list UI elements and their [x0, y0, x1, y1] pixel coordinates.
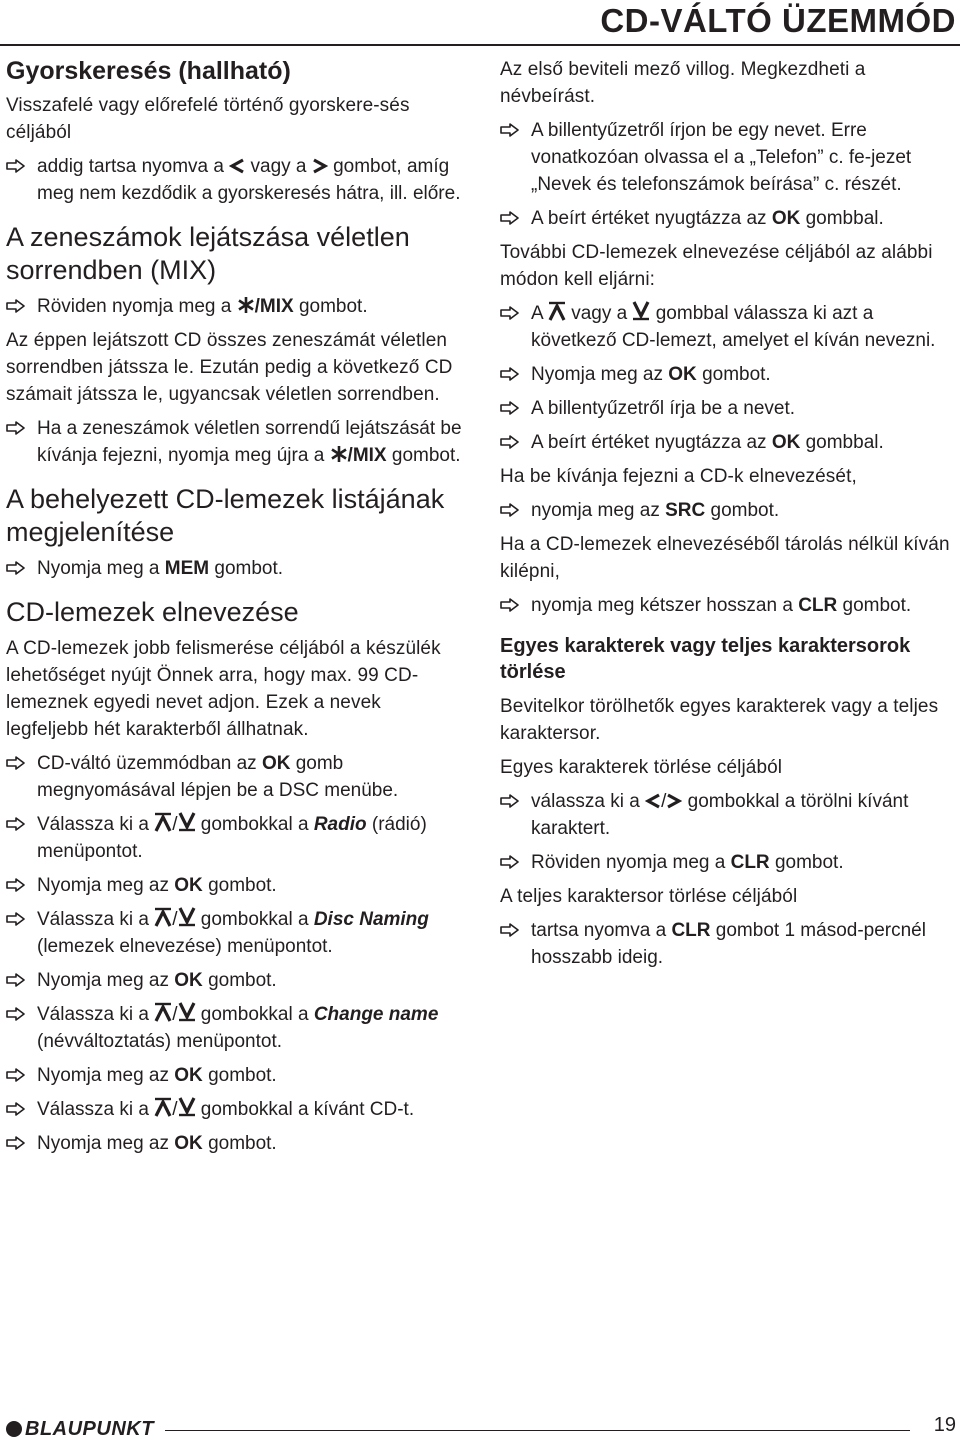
- arrow-bullet-icon: [500, 923, 520, 937]
- logo-dot-icon: [6, 1421, 22, 1437]
- section-title-fast-search: Gyorskeresés (hallható): [6, 57, 291, 85]
- right-column: [500, 56, 960, 978]
- paragraph: A teljes karaktersor törlése céljából: [500, 886, 798, 907]
- instruction-step: A beírt értéket nyugtázza az OK gombbal.: [500, 205, 960, 232]
- paragraph: Az éppen lejátszott CD összes zeneszámát véletlen sorrendben játssza le. Ezután pedig a következő CD számait játssza le, ugyancsak véletlen sorrendben.: [6, 330, 453, 405]
- footer-rule: [165, 1430, 910, 1431]
- down-key-icon: [178, 812, 196, 832]
- up-key-icon: [154, 812, 172, 832]
- instruction-step: Nyomja meg az OK gombot.: [6, 1130, 466, 1157]
- instruction-step: Válassza ki a / gombokkal a kívánt CD-t.: [6, 1096, 466, 1123]
- left-arrow-key-icon: [229, 158, 245, 174]
- arrow-bullet-icon: [6, 299, 26, 313]
- arrow-bullet-icon: [6, 1102, 26, 1116]
- instruction-step: Röviden nyomja meg a CLR gombot.: [500, 849, 960, 876]
- instruction-step: addig tartsa nyomva a vagy a gombot, amíg meg nem kezdődik a gyorskeresés hátra, ill. előre.: [6, 153, 466, 207]
- up-key-icon: [154, 1002, 172, 1022]
- paragraph: A CD-lemezek jobb felismerése céljából a készülék lehetőséget nyújt Önnek arra, hogy max. 99 CD-lemeznek egyedi nevet adjon. Ezek a nevek legfeljebb hét karakterből állhatnak.: [6, 638, 441, 740]
- instruction-step: nyomja meg az SRC gombot.: [500, 497, 960, 524]
- header-rule: [0, 44, 960, 46]
- down-key-icon: [178, 907, 196, 927]
- section-title-delete: Egyes karakterek vagy teljes karaktersorok törlése: [500, 635, 911, 683]
- section-title-mix: A zeneszámok lejátszása véletlen sorrendben (MIX): [6, 222, 410, 285]
- instruction-step: Nyomja meg az OK gombot.: [6, 1062, 466, 1089]
- star-key-icon: [237, 296, 255, 314]
- paragraph: Az első beviteli mező villog. Megkezdheti a névbeírást.: [500, 59, 866, 107]
- instruction-step: A billentyűzetről írja be a nevet.: [500, 395, 960, 422]
- instruction-step: CD-váltó üzemmódban az OK gomb megnyomásával lépjen be a DSC menübe.: [6, 750, 466, 804]
- instruction-step: Röviden nyomja meg a /MIX gombot.: [6, 293, 466, 320]
- arrow-bullet-icon: [500, 435, 520, 449]
- page-header: [0, 0, 960, 46]
- up-key-icon: [154, 1097, 172, 1117]
- page-title: CD-VÁLTÓ ÜZEMMÓD: [600, 2, 956, 39]
- arrow-bullet-icon: [6, 1007, 26, 1021]
- page-number: 19: [933, 1414, 956, 1436]
- paragraph: Visszafelé vagy előrefelé történő gyorskere-sés céljából: [6, 95, 410, 143]
- page-footer: [0, 1410, 960, 1444]
- instruction-step: A vagy a gombbal válassza ki azt a következő CD-lemezt, amelyet el kíván nevezni.: [500, 300, 960, 354]
- arrow-bullet-icon: [6, 421, 26, 435]
- paragraph: Ha be kívánja fejezni a CD-k elnevezését,: [500, 466, 857, 487]
- arrow-bullet-icon: [6, 878, 26, 892]
- arrow-bullet-icon: [500, 211, 520, 225]
- arrow-bullet-icon: [6, 973, 26, 987]
- arrow-bullet-icon: [500, 855, 520, 869]
- down-key-icon: [632, 301, 650, 321]
- arrow-bullet-icon: [6, 1136, 26, 1150]
- arrow-bullet-icon: [500, 503, 520, 517]
- down-key-icon: [178, 1002, 196, 1022]
- instruction-step: A billentyűzetről írjon be egy nevet. Erre vonatkozóan olvassa el a „Telefon” c. fe-jezet „Nevek és telefonszámok beírása” c. részét.: [500, 117, 960, 198]
- arrow-bullet-icon: [500, 367, 520, 381]
- arrow-bullet-icon: [6, 912, 26, 926]
- star-key-icon: [330, 445, 348, 463]
- right-arrow-key-icon: [312, 158, 328, 174]
- paragraph: Bevitelkor törölhetők egyes karakterek vagy a teljes karaktersor.: [500, 696, 939, 744]
- instruction-step: Válassza ki a / gombokkal a Radio (rádió) menüpontot.: [6, 811, 466, 865]
- paragraph: További CD-lemezek elnevezése céljából az alábbi módon kell eljárni:: [500, 242, 933, 290]
- arrow-bullet-icon: [500, 123, 520, 137]
- left-column: [6, 56, 466, 1164]
- instruction-step: A beírt értéket nyugtázza az OK gombbal.: [500, 429, 960, 456]
- up-key-icon: [154, 907, 172, 927]
- arrow-bullet-icon: [500, 306, 520, 320]
- brand-logo: BLAUPUNKT: [6, 1418, 154, 1441]
- instruction-step: Válassza ki a / gombokkal a Change name (névváltoztatás) menüpontot.: [6, 1001, 466, 1055]
- arrow-bullet-icon: [6, 561, 26, 575]
- instruction-step: válassza ki a / gombokkal a törölni kívánt karaktert.: [500, 788, 960, 842]
- arrow-bullet-icon: [500, 401, 520, 415]
- right-arrow-key-icon: [666, 793, 682, 809]
- arrow-bullet-icon: [6, 1068, 26, 1082]
- arrow-bullet-icon: [6, 817, 26, 831]
- arrow-bullet-icon: [6, 159, 26, 173]
- paragraph: Egyes karakterek törlése céljából: [500, 757, 783, 778]
- instruction-step: Nyomja meg az OK gombot.: [500, 361, 960, 388]
- arrow-bullet-icon: [6, 756, 26, 770]
- instruction-step: Nyomja meg a MEM gombot.: [6, 555, 466, 582]
- arrow-bullet-icon: [500, 794, 520, 808]
- instruction-step: Válassza ki a / gombokkal a Disc Naming (lemezek elnevezése) menüpontot.: [6, 906, 466, 960]
- instruction-step: Ha a zeneszámok véletlen sorrendű lejátszását be kívánja fejezni, nyomja meg újra a /MIX gombot.: [6, 415, 466, 469]
- arrow-bullet-icon: [500, 598, 520, 612]
- instruction-step: tartsa nyomva a CLR gombot 1 másod-percnél hosszabb ideig.: [500, 917, 960, 971]
- paragraph: Ha a CD-lemezek elnevezéséből tárolás nélkül kíván kilépni,: [500, 534, 950, 582]
- instruction-step: Nyomja meg az OK gombot.: [6, 872, 466, 899]
- instruction-step: Nyomja meg az OK gombot.: [6, 967, 466, 994]
- section-title-cd-list: A behelyezett CD-lemezek listájának megjelenítése: [6, 484, 445, 547]
- up-key-icon: [548, 301, 566, 321]
- instruction-step: nyomja meg kétszer hosszan a CLR gombot.: [500, 592, 960, 619]
- section-title-cd-naming: CD-lemezek elnevezése: [6, 597, 299, 627]
- left-arrow-key-icon: [645, 793, 661, 809]
- down-key-icon: [178, 1097, 196, 1117]
